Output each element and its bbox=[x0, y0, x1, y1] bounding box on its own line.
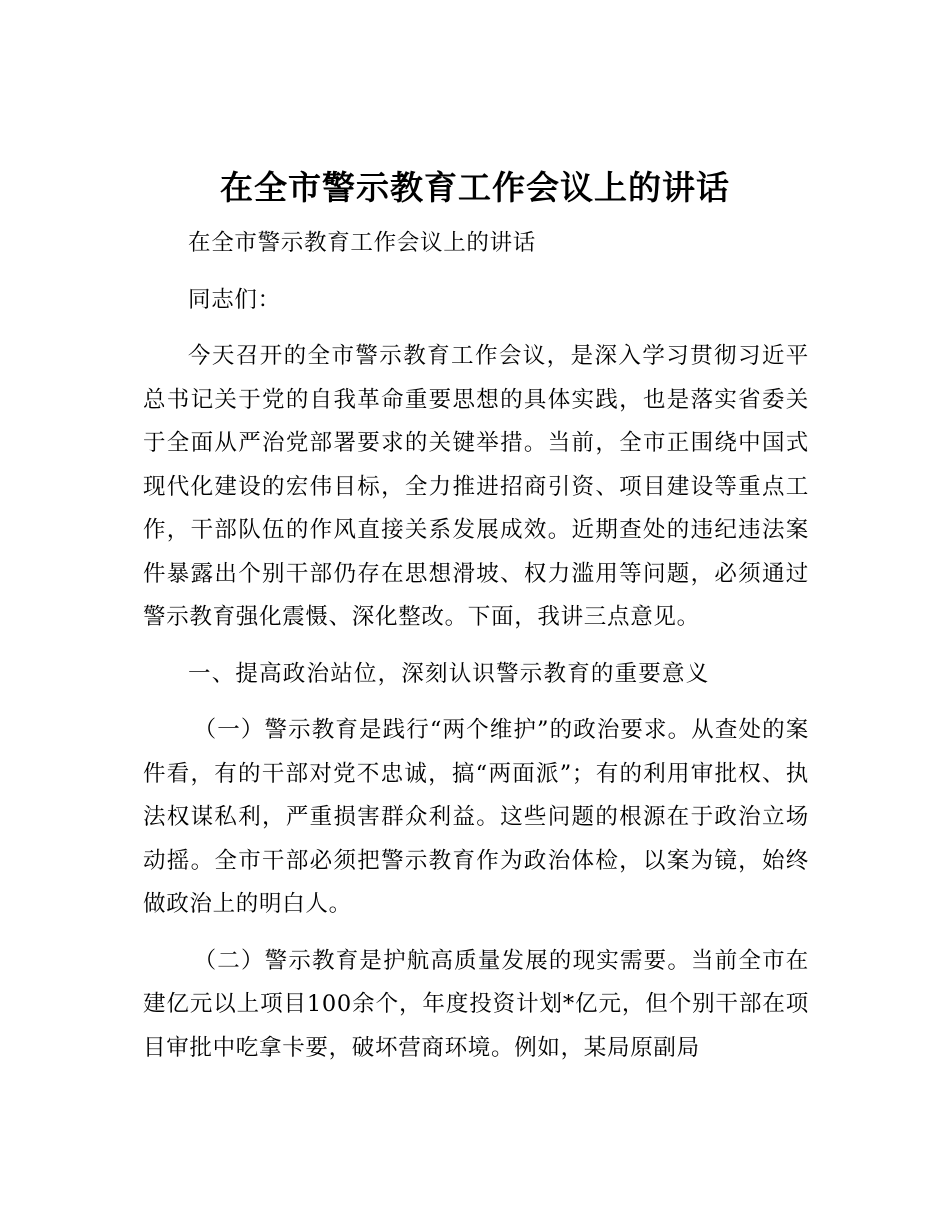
document-title: 在全市警示教育工作会议上的讲话 bbox=[220, 168, 730, 207]
paragraph-salutation: 同志们： bbox=[188, 286, 281, 313]
paragraph-point-1: （一）警示教育是践行“两个维护”的政治要求。从查处的案件看，有的干部对党不忠诚，搞“两面派”；有的利用审批权、执法权谋私利，严重损害群众利益。这些问题的根源在于政治立场动摇。全市干部必须把警示教育作为政治体检，以案为镜，始终做政治上的明白人。 bbox=[143, 717, 809, 917]
paragraph-subtitle: 在全市警示教育工作会议上的讲话 bbox=[188, 230, 537, 256]
section-heading-1: 一、提高政治站位，深刻认识警示教育的重要意义 bbox=[188, 660, 710, 687]
paragraph-intro: 今天召开的全市警示教育工作会议，是深入学习贯彻习近平总书记关于党的自我革命重要思想的具体实践，也是落实省委关于全面从严治党部署要求的关键举措。当前，全市正围绕中国式现代化建设的宏伟目标，全力推进招商引资、项目建设等重点工作，干部队伍的作风直接关系发展成效。近期查处的违纪违法案件暴露出个别干部仍存在思想滑坡、权力滥用等问题，必须通过警示教育强化震慑、深化整改。下面，我讲三点意见。 bbox=[143, 343, 809, 630]
paragraph-point-2: （二）警示教育是护航高质量发展的现实需要。当前全市在建亿元以上项目100余个，年度投资计划*亿元，但个别干部在项目审批中吃拿卡要，破坏营商环境。例如，某局原副局 bbox=[143, 947, 809, 1061]
document-body bbox=[143, 222, 809, 1070]
